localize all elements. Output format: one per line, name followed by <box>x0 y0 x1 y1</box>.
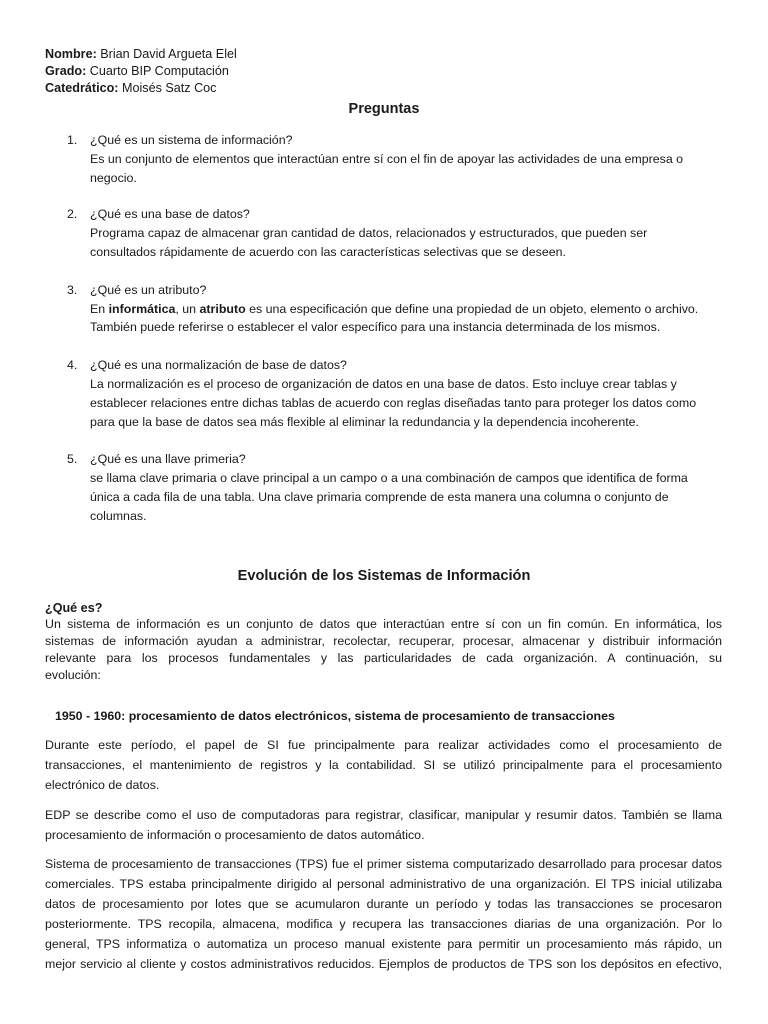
catedratico-line <box>45 80 216 97</box>
q3-text: , un <box>175 302 200 316</box>
nombre-label: Nombre: <box>45 47 97 61</box>
para3-line: general, TPS informatiza o automatiza un proceso manual existente para permitir un procesamiento más rápido, un <box>45 937 722 951</box>
q3-text: En <box>90 302 109 316</box>
q3-answer-line: También puede referirse o establecer el valor específico para una instancia determinada de los mismos. <box>90 320 661 334</box>
q5-answer-line: se llama clave primaria o clave principal a un campo o a una combinación de campos que identifica de forma <box>90 471 688 485</box>
grado-label: Grado: <box>45 64 87 78</box>
q1-number: 1. <box>67 133 78 147</box>
q3-question: ¿Qué es un atributo? <box>90 283 207 297</box>
que-es-line: Un sistema de información es un conjunto de datos que interactúan entre sí con un fin común. En informática, los <box>45 617 722 631</box>
q1-question: ¿Qué es un sistema de información? <box>90 133 293 147</box>
para1-line: transacciones, el mantenimiento de registros y la contabilidad. SI se utilizó principalmente para el procesamiento <box>45 758 722 772</box>
q1-answer-line: negocio. <box>90 171 137 185</box>
catedratico-value: Moisés Satz Coc <box>118 81 217 95</box>
para3-line: comerciales. TPS estaba principalmente dirigido al personal administrativo de una organización. El TPS inicial utilizaba <box>45 877 722 891</box>
q5-number: 5. <box>67 452 78 466</box>
q2-answer-line: consultados rápidamente de acuerdo con las características selectivas que se deseen. <box>90 245 566 259</box>
q4-answer-line: La normalización es el proceso de organización de datos en una base de datos. Esto incluye crear tablas y <box>90 377 677 391</box>
para2-line: procesamiento de información o procesamiento de datos automático. <box>45 828 425 842</box>
q4-answer-line: para que la base de datos sea más flexible al eliminar la redundancia y la dependencia incoherente. <box>90 415 639 429</box>
para3-line: posteriormente. TPS recopila, almacena, modifica y recupera las transacciones diarias de una organización. Por lo <box>45 917 722 931</box>
catedratico-label: Catedrático: <box>45 81 119 95</box>
grado-value: Cuarto BIP Computación <box>86 64 229 78</box>
q3-answer-line <box>90 302 698 316</box>
que-es-heading: ¿Qué es? <box>45 601 103 615</box>
q1-answer-line: Es un conjunto de elementos que interactúan entre sí con el fin de apoyar las actividades de una empresa o <box>90 152 684 166</box>
nombre-line <box>45 46 237 63</box>
para3-line: Sistema de procesamiento de transacciones (TPS) fue el primer sistema computarizado desarrollado para procesar datos <box>45 857 722 871</box>
grado-line <box>45 63 229 80</box>
q2-answer-line: Programa capaz de almacenar gran cantidad de datos, relacionados y estructurados, que pueden ser <box>90 226 648 240</box>
preguntas-title: Preguntas <box>348 101 420 117</box>
que-es-line: relevante para los procesos fundamentales y las particularidades de cada organización. A continuación, su <box>45 651 722 665</box>
que-es-line: evolución: <box>45 668 101 682</box>
q3-number: 3. <box>67 283 78 297</box>
para1-line: Durante este período, el papel de SI fue principalmente para realizar actividades como el procesamiento de <box>45 738 722 752</box>
para1-line: electrónico de datos. <box>45 778 160 792</box>
q3-text: es una especificación que define una propiedad de un objeto, elemento o archivo. <box>245 302 699 316</box>
para2-line: EDP se describe como el uso de computadoras para registrar, clasificar, manipular y resumir datos. También se llama <box>45 808 722 822</box>
para3-line: datos de procesamiento por lotes que se acumularon durante un período y todas las transacciones se procesaron <box>45 897 722 911</box>
evolucion-title: Evolución de los Sistemas de Información <box>237 568 531 584</box>
para3-line: mejor servicio al cliente y costos administrativos reducidos. Ejemplos de productos de TPS son los depósitos en efectivo, <box>45 957 722 971</box>
q5-answer-line: columnas. <box>90 509 147 523</box>
q4-number: 4. <box>67 358 78 372</box>
q2-question: ¿Qué es una base de datos? <box>90 207 250 221</box>
q5-question: ¿Qué es una llave primeria? <box>90 452 246 466</box>
que-es-line: sistemas de información ayudan a administrar, recolectar, recuperar, procesar, almacenar y distribuir información <box>45 634 722 648</box>
nombre-value: Brian David Argueta Elel <box>96 47 237 61</box>
q3-bold-atributo: atributo <box>199 302 246 316</box>
q4-question: ¿Qué es una normalización de base de datos? <box>90 358 347 372</box>
q2-number: 2. <box>67 207 78 221</box>
period-subheading: 1950 - 1960: procesamiento de datos electrónicos, sistema de procesamiento de transacciones <box>55 709 615 723</box>
q4-answer-line: establecer relaciones entre dichas tablas de acuerdo con reglas diseñadas tanto para proteger los datos como <box>90 396 697 410</box>
q3-bold-informatica: informática <box>108 302 176 316</box>
q5-answer-line: única a cada fila de una tabla. Una clave primaria comprende de esta manera una columna o conjunto de <box>90 490 669 504</box>
